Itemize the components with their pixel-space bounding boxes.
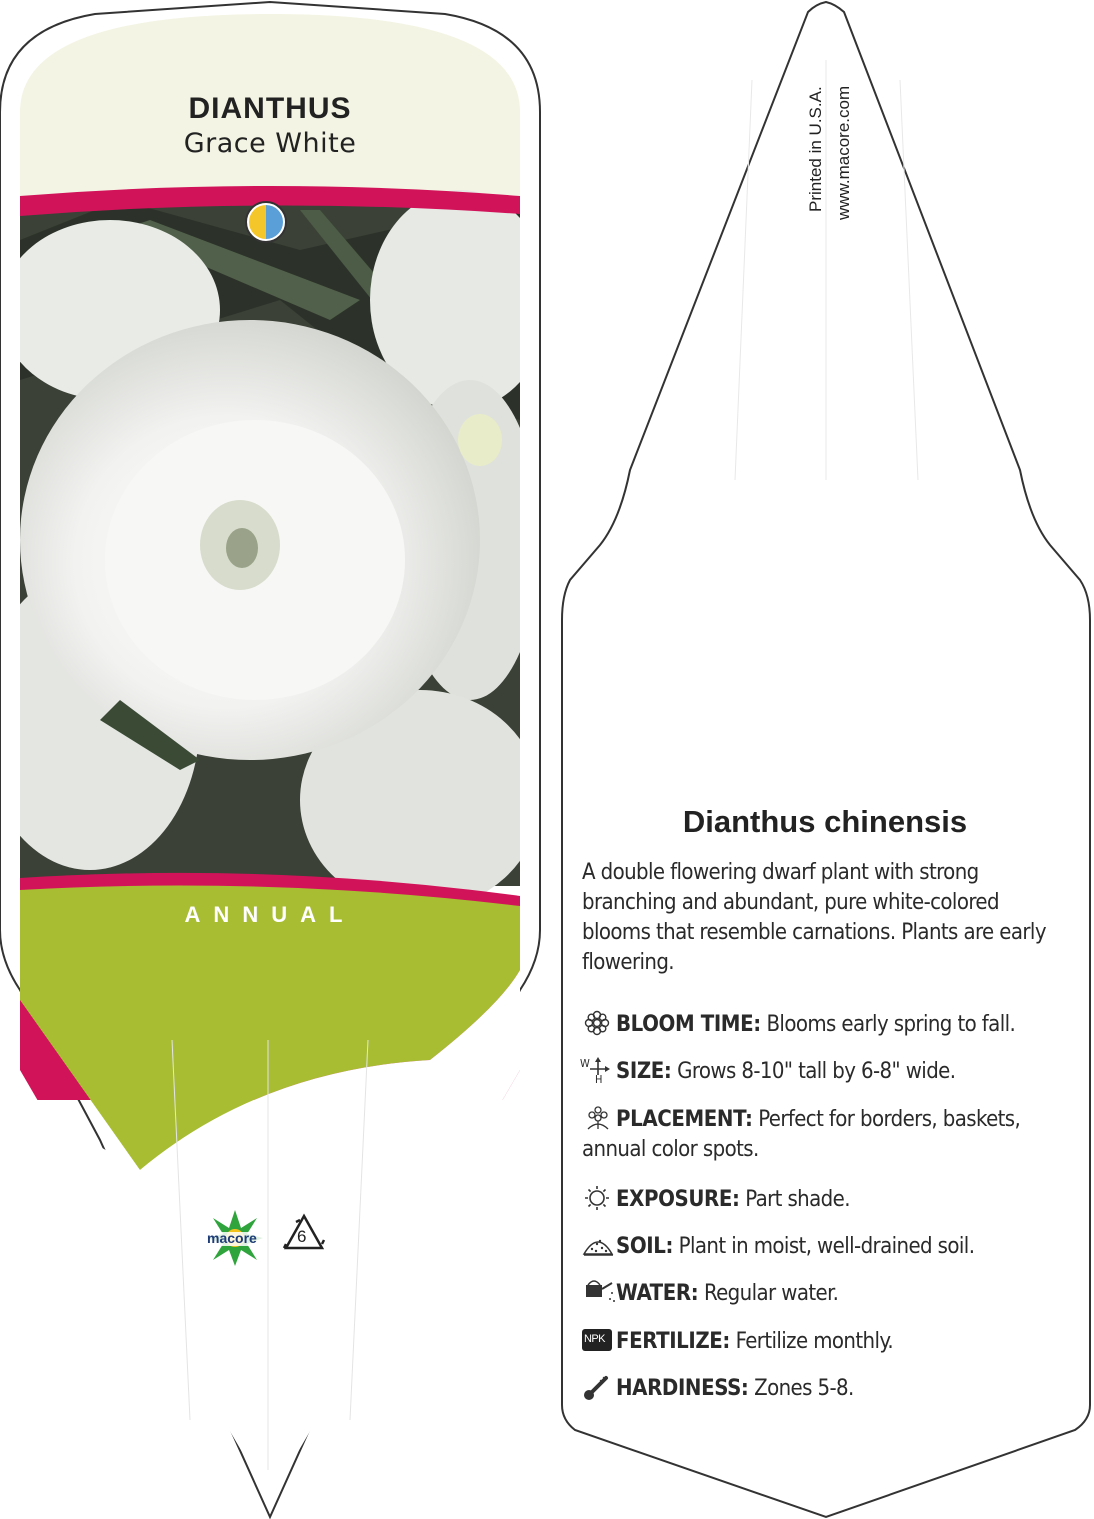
attr-value: Regular water. bbox=[703, 1281, 839, 1306]
attr-hardiness bbox=[582, 1374, 1072, 1404]
attr-bloom-time bbox=[582, 1010, 1072, 1040]
attr-value: Part shade. bbox=[745, 1187, 850, 1212]
brand-name: macore bbox=[207, 1230, 257, 1246]
recycle-code: 6 bbox=[297, 1227, 307, 1246]
attr-value: Perfect for borders, baskets, annual color spots. bbox=[582, 1107, 1021, 1162]
attr-placement bbox=[582, 1105, 1072, 1165]
printed-in-usa: Printed in U.S.A. bbox=[806, 86, 825, 212]
attr-label: FERTILIZE: bbox=[616, 1329, 730, 1354]
macore-logo bbox=[203, 1208, 267, 1268]
watering-can-icon bbox=[582, 1279, 616, 1305]
scientific-name: Dianthus chinensis bbox=[682, 804, 968, 839]
thermometer-icon bbox=[582, 1374, 616, 1400]
attr-fertilize bbox=[582, 1327, 1072, 1357]
size-arrows-icon: W H bbox=[582, 1057, 616, 1083]
recycle-icon bbox=[282, 1212, 326, 1256]
npk-icon: NPK bbox=[582, 1327, 616, 1353]
plant-variety: Grace White bbox=[183, 128, 357, 159]
placement-icon bbox=[582, 1105, 616, 1131]
attr-label: HARDINESS: bbox=[616, 1376, 749, 1401]
attr-value: Zones 5-8. bbox=[754, 1376, 854, 1401]
description: A double flowering dwarf plant with strong branching and abundant, pure white-colored blooms that resemble carnations. Plants are early flowering. bbox=[582, 860, 1046, 975]
color-indicator-icon bbox=[246, 202, 286, 242]
flower-photo bbox=[0, 190, 550, 910]
attr-label: WATER: bbox=[616, 1281, 699, 1306]
attr-value: Fertilize monthly. bbox=[735, 1329, 894, 1354]
soil-icon bbox=[582, 1232, 616, 1258]
attr-label: SIZE: bbox=[616, 1059, 672, 1084]
website: www.macore.com bbox=[834, 85, 853, 220]
attr-label: PLACEMENT: bbox=[616, 1107, 753, 1132]
attr-label: EXPOSURE: bbox=[616, 1187, 740, 1212]
attr-label: BLOOM TIME: bbox=[616, 1012, 761, 1037]
attr-value: Blooms early spring to fall. bbox=[766, 1012, 1016, 1037]
attr-size bbox=[582, 1057, 1072, 1087]
attr-soil bbox=[582, 1232, 1072, 1262]
attr-label: SOIL: bbox=[616, 1234, 673, 1259]
plant-genus: DIANTHUS bbox=[188, 92, 352, 125]
attr-value: Grows 8-10" tall by 6-8" wide. bbox=[677, 1059, 956, 1084]
attr-value: Plant in moist, well-drained soil. bbox=[678, 1234, 975, 1259]
flower-icon bbox=[582, 1010, 616, 1036]
plant-category: ANNUAL bbox=[184, 902, 356, 927]
attr-water bbox=[582, 1279, 1072, 1309]
sun-icon bbox=[582, 1185, 616, 1211]
attr-exposure bbox=[582, 1185, 1072, 1215]
